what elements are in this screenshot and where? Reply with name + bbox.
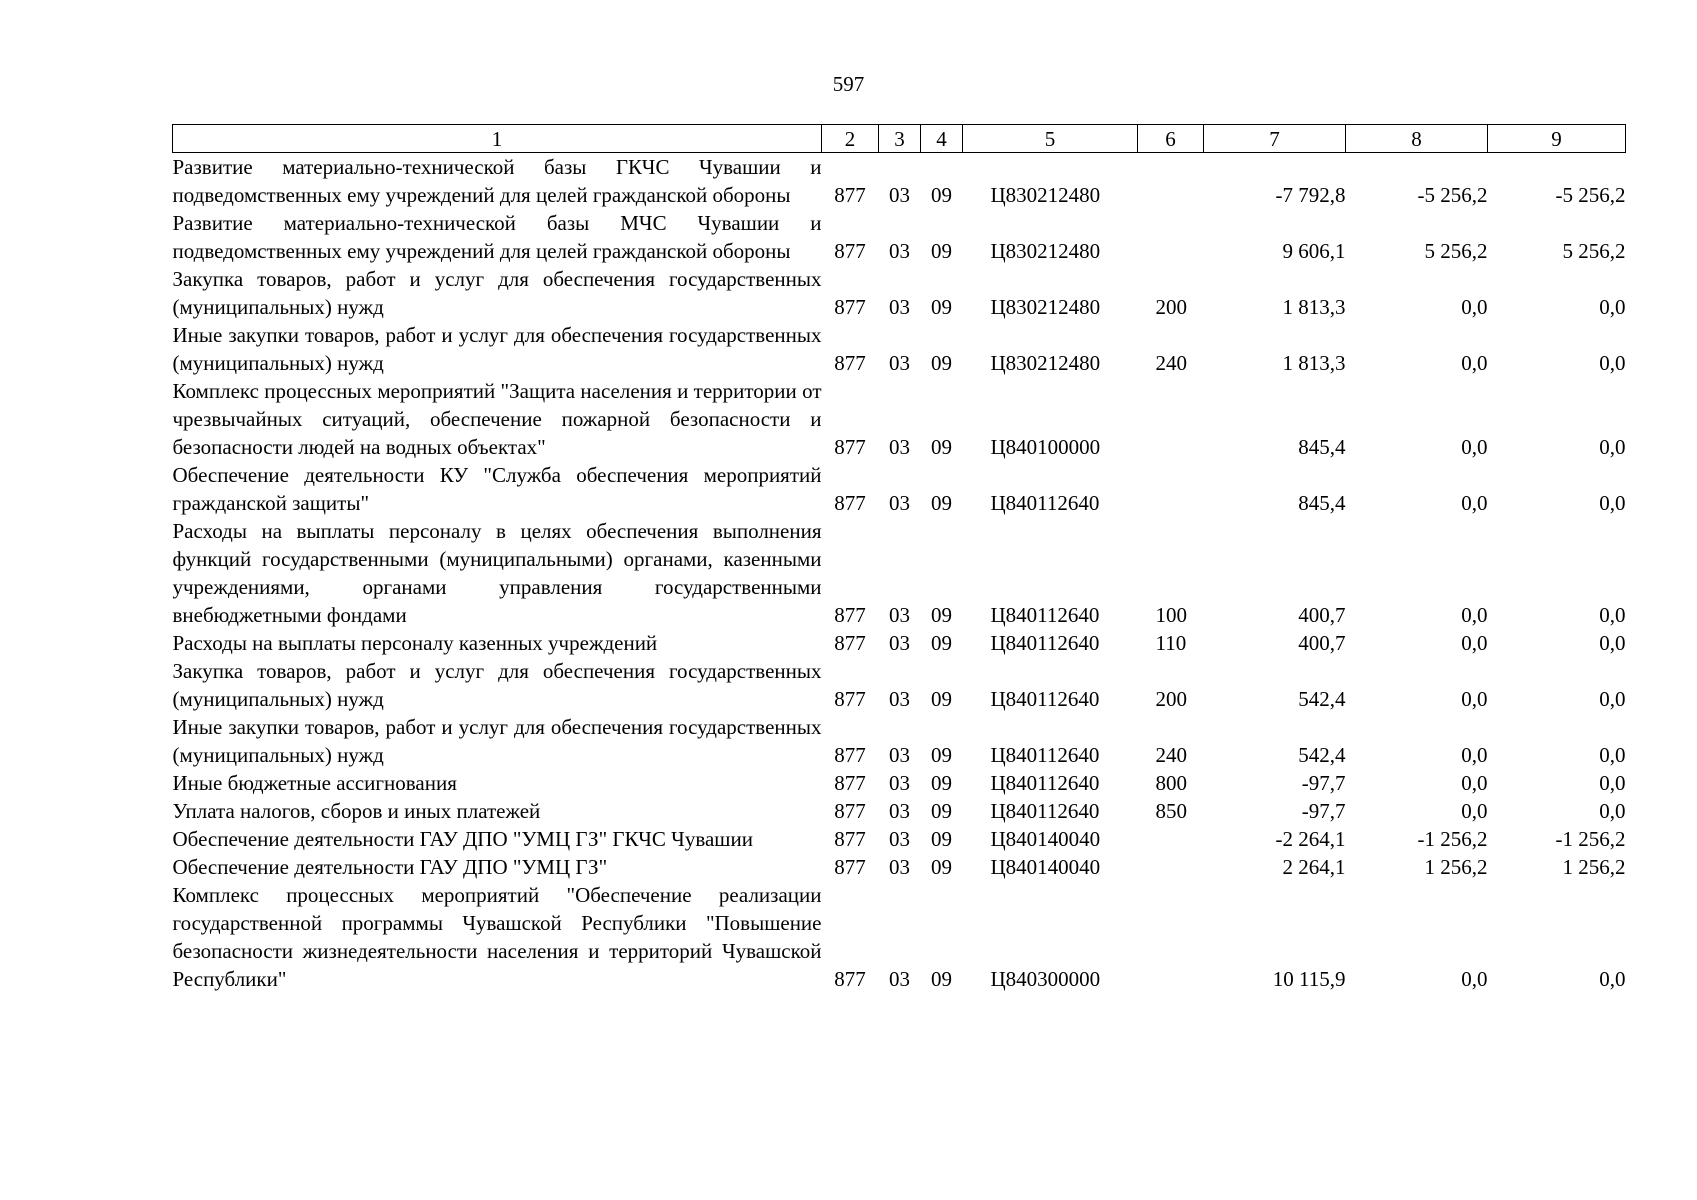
amount-col-7: 542,4 — [1298, 687, 1346, 711]
ministry-code: 877 — [834, 491, 866, 515]
amount-col-9: 0,0 — [1599, 799, 1626, 823]
target-article-code: Ц840112640 — [990, 743, 1100, 767]
amount-col-7: 10 115,9 — [1272, 967, 1346, 991]
section-code: 03 — [889, 603, 910, 627]
subsection-code: 09 — [931, 967, 952, 991]
expense-type-code: 240 — [1155, 743, 1187, 767]
ministry-code: 877 — [834, 687, 866, 711]
table-row — [173, 517, 1626, 629]
amount-col-8: 0,0 — [1461, 491, 1488, 515]
row-description: Уплата налогов, сборов и иных платежей — [172, 799, 541, 823]
amount-col-9: 0,0 — [1599, 295, 1626, 319]
expense-type-code — [1138, 881, 1204, 993]
section-code: 03 — [889, 855, 910, 879]
row-description: Обеспечение деятельности ГАУ ДПО "УМЦ ГЗ" — [172, 855, 608, 879]
section-code: 03 — [889, 435, 910, 459]
section-code: 03 — [889, 631, 910, 655]
amount-col-9: 0,0 — [1599, 743, 1626, 767]
amount-col-7: 1 813,3 — [1282, 295, 1346, 319]
row-description: Расходы на выплаты персоналу в целях обеспечения выполнения функций государственными (муниципальными) органами, казенными учреждениями, органами управления государственными внебюджетными фондами — [172, 519, 822, 627]
expense-type-code — [1138, 853, 1204, 881]
amount-col-9: 1 256,2 — [1562, 855, 1626, 879]
target-article-code: Ц830212480 — [990, 239, 1101, 263]
page-number: 597 — [832, 72, 865, 96]
row-description: Развитие материально-технической базы ГКЧС Чувашии и подведомственных ему учреждений для целей гражданской обороны — [172, 155, 822, 207]
table-row — [173, 713, 1626, 769]
subsection-code: 09 — [931, 743, 952, 767]
amount-col-9: 0,0 — [1599, 687, 1626, 711]
row-description: Обеспечение деятельности КУ "Служба обеспечения мероприятий гражданской защиты" — [172, 463, 822, 515]
table-row — [173, 209, 1626, 265]
amount-col-9: 0,0 — [1599, 351, 1626, 375]
subsection-code: 09 — [931, 631, 952, 655]
amount-col-7: 400,7 — [1298, 603, 1346, 627]
target-article-code: Ц830212480 — [990, 295, 1101, 319]
amount-col-7: -2 264,1 — [1275, 827, 1346, 851]
table-row — [173, 797, 1626, 825]
target-article-code: Ц840140040 — [990, 855, 1101, 879]
subsection-code: 09 — [931, 351, 952, 375]
ministry-code: 877 — [834, 631, 866, 655]
subsection-code: 09 — [931, 603, 952, 627]
amount-col-7: -97,7 — [1301, 799, 1346, 823]
table-row — [173, 769, 1626, 797]
subsection-code: 09 — [931, 687, 952, 711]
amount-col-9: -1 256,2 — [1555, 827, 1626, 851]
amount-col-7: 9 606,1 — [1282, 239, 1346, 263]
amount-col-9: 0,0 — [1599, 491, 1626, 515]
amount-col-8: 0,0 — [1461, 631, 1488, 655]
row-description: Комплекс процессных мероприятий "Обеспечение реализации государственной программы Чувашской Республики "Повышение безопасности жизнедеятельности населения и территорий Чувашской Республики" — [172, 883, 822, 991]
section-code: 03 — [889, 351, 910, 375]
ministry-code: 877 — [834, 239, 866, 263]
row-description: Иные закупки товаров, работ и услуг для обеспечения государственных (муниципальных) нужд — [172, 715, 822, 767]
target-article-code: Ц830212480 — [990, 183, 1101, 207]
column-header: 3 — [879, 125, 921, 153]
expense-type-code — [1138, 153, 1204, 210]
column-number-header-row — [173, 125, 1626, 153]
amount-col-8: 5 256,2 — [1424, 239, 1488, 263]
table-row — [173, 881, 1626, 993]
amount-col-8: 0,0 — [1461, 967, 1488, 991]
amount-col-9: 5 256,2 — [1562, 239, 1626, 263]
target-article-code: Ц840112640 — [990, 631, 1100, 655]
table-row — [173, 825, 1626, 853]
row-description: Закупка товаров, работ и услуг для обеспечения государственных (муниципальных) нужд — [172, 659, 822, 711]
ministry-code: 877 — [834, 855, 866, 879]
target-article-code: Ц840112640 — [990, 799, 1100, 823]
target-article-code: Ц840112640 — [990, 771, 1100, 795]
expense-type-code — [1138, 825, 1204, 853]
subsection-code: 09 — [931, 771, 952, 795]
amount-col-8: 0,0 — [1461, 295, 1488, 319]
table-row — [173, 629, 1626, 657]
section-code: 03 — [889, 295, 910, 319]
amount-col-8: 0,0 — [1461, 351, 1488, 375]
column-header: 5 — [963, 125, 1138, 153]
amount-col-8: -1 256,2 — [1417, 827, 1488, 851]
budget-table-body — [173, 153, 1626, 994]
ministry-code: 877 — [834, 435, 866, 459]
column-header: 4 — [921, 125, 963, 153]
section-code: 03 — [889, 183, 910, 207]
amount-col-8: 0,0 — [1461, 743, 1488, 767]
amount-col-9: -5 256,2 — [1555, 183, 1626, 207]
section-code: 03 — [889, 967, 910, 991]
ministry-code: 877 — [834, 771, 866, 795]
ministry-code: 877 — [834, 827, 866, 851]
section-code: 03 — [889, 687, 910, 711]
column-header: 9 — [1488, 125, 1626, 153]
amount-col-9: 0,0 — [1599, 631, 1626, 655]
section-code: 03 — [889, 239, 910, 263]
expense-type-code — [1138, 209, 1204, 265]
subsection-code: 09 — [931, 239, 952, 263]
amount-col-7: 1 813,3 — [1282, 351, 1346, 375]
row-description: Развитие материально-технической базы МЧС Чувашии и подведомственных ему учреждений для целей гражданской обороны — [172, 211, 822, 263]
amount-col-9: 0,0 — [1599, 967, 1626, 991]
table-row — [173, 461, 1626, 517]
expense-type-code: 110 — [1155, 631, 1187, 655]
table-row — [173, 321, 1626, 377]
table-row — [173, 153, 1626, 210]
amount-col-8: 0,0 — [1461, 435, 1488, 459]
subsection-code: 09 — [931, 491, 952, 515]
row-description: Закупка товаров, работ и услуг для обеспечения государственных (муниципальных) нужд — [172, 267, 822, 319]
ministry-code: 877 — [834, 295, 866, 319]
section-code: 03 — [889, 491, 910, 515]
section-code: 03 — [889, 771, 910, 795]
target-article-code: Ц840100000 — [990, 435, 1101, 459]
subsection-code: 09 — [931, 855, 952, 879]
table-row — [173, 265, 1626, 321]
subsection-code: 09 — [931, 827, 952, 851]
section-code: 03 — [889, 743, 910, 767]
ministry-code: 877 — [834, 351, 866, 375]
expense-type-code: 200 — [1155, 295, 1187, 319]
target-article-code: Ц840112640 — [990, 687, 1100, 711]
expense-type-code: 200 — [1155, 687, 1187, 711]
amount-col-7: -97,7 — [1301, 771, 1346, 795]
row-description: Иные бюджетные ассигнования — [172, 771, 457, 795]
amount-col-8: 1 256,2 — [1424, 855, 1488, 879]
target-article-code: Ц840140040 — [990, 827, 1101, 851]
amount-col-7: -7 792,8 — [1275, 183, 1346, 207]
amount-col-8: 0,0 — [1461, 799, 1488, 823]
ministry-code: 877 — [834, 743, 866, 767]
column-header: 8 — [1346, 125, 1488, 153]
amount-col-8: 0,0 — [1461, 687, 1488, 711]
table-row — [173, 853, 1626, 881]
subsection-code: 09 — [931, 183, 952, 207]
amount-col-9: 0,0 — [1599, 603, 1626, 627]
target-article-code: Ц840112640 — [990, 603, 1100, 627]
amount-col-8: 0,0 — [1461, 603, 1488, 627]
budget-table — [172, 124, 1626, 993]
amount-col-7: 542,4 — [1298, 743, 1346, 767]
expense-type-code — [1138, 461, 1204, 517]
target-article-code: Ц840112640 — [990, 491, 1100, 515]
amount-col-7: 400,7 — [1298, 631, 1346, 655]
expense-type-code: 800 — [1155, 771, 1187, 795]
row-description: Расходы на выплаты персоналу казенных учреждений — [172, 631, 658, 655]
amount-col-8: 0,0 — [1461, 771, 1488, 795]
ministry-code: 877 — [834, 183, 866, 207]
ministry-code: 877 — [834, 799, 866, 823]
column-header: 2 — [822, 125, 879, 153]
expense-type-code — [1138, 377, 1204, 461]
expense-type-code: 100 — [1155, 603, 1187, 627]
target-article-code: Ц840300000 — [990, 967, 1101, 991]
row-description: Обеспечение деятельности ГАУ ДПО "УМЦ ГЗ" ГКЧС Чувашии — [172, 827, 753, 851]
row-description: Комплекс процессных мероприятий "Защита населения и территории от чрезвычайных ситуаций, обеспечение пожарной безопасности и безопасности людей на водных объектах" — [172, 379, 822, 459]
amount-col-8: -5 256,2 — [1417, 183, 1488, 207]
expense-type-code: 850 — [1155, 799, 1187, 823]
column-header: 6 — [1138, 125, 1204, 153]
subsection-code: 09 — [931, 295, 952, 319]
column-header: 7 — [1204, 125, 1346, 153]
section-code: 03 — [889, 799, 910, 823]
target-article-code: Ц830212480 — [990, 351, 1101, 375]
expense-type-code: 240 — [1155, 351, 1187, 375]
amount-col-7: 2 264,1 — [1282, 855, 1346, 879]
subsection-code: 09 — [931, 799, 952, 823]
amount-col-7: 845,4 — [1298, 491, 1346, 515]
amount-col-9: 0,0 — [1599, 771, 1626, 795]
amount-col-7: 845,4 — [1298, 435, 1346, 459]
column-header: 1 — [173, 125, 822, 153]
amount-col-9: 0,0 — [1599, 435, 1626, 459]
table-row — [173, 657, 1626, 713]
section-code: 03 — [889, 827, 910, 851]
ministry-code: 877 — [834, 967, 866, 991]
subsection-code: 09 — [931, 435, 952, 459]
ministry-code: 877 — [834, 603, 866, 627]
table-row — [173, 377, 1626, 461]
row-description: Иные закупки товаров, работ и услуг для обеспечения государственных (муниципальных) нужд — [172, 323, 822, 375]
